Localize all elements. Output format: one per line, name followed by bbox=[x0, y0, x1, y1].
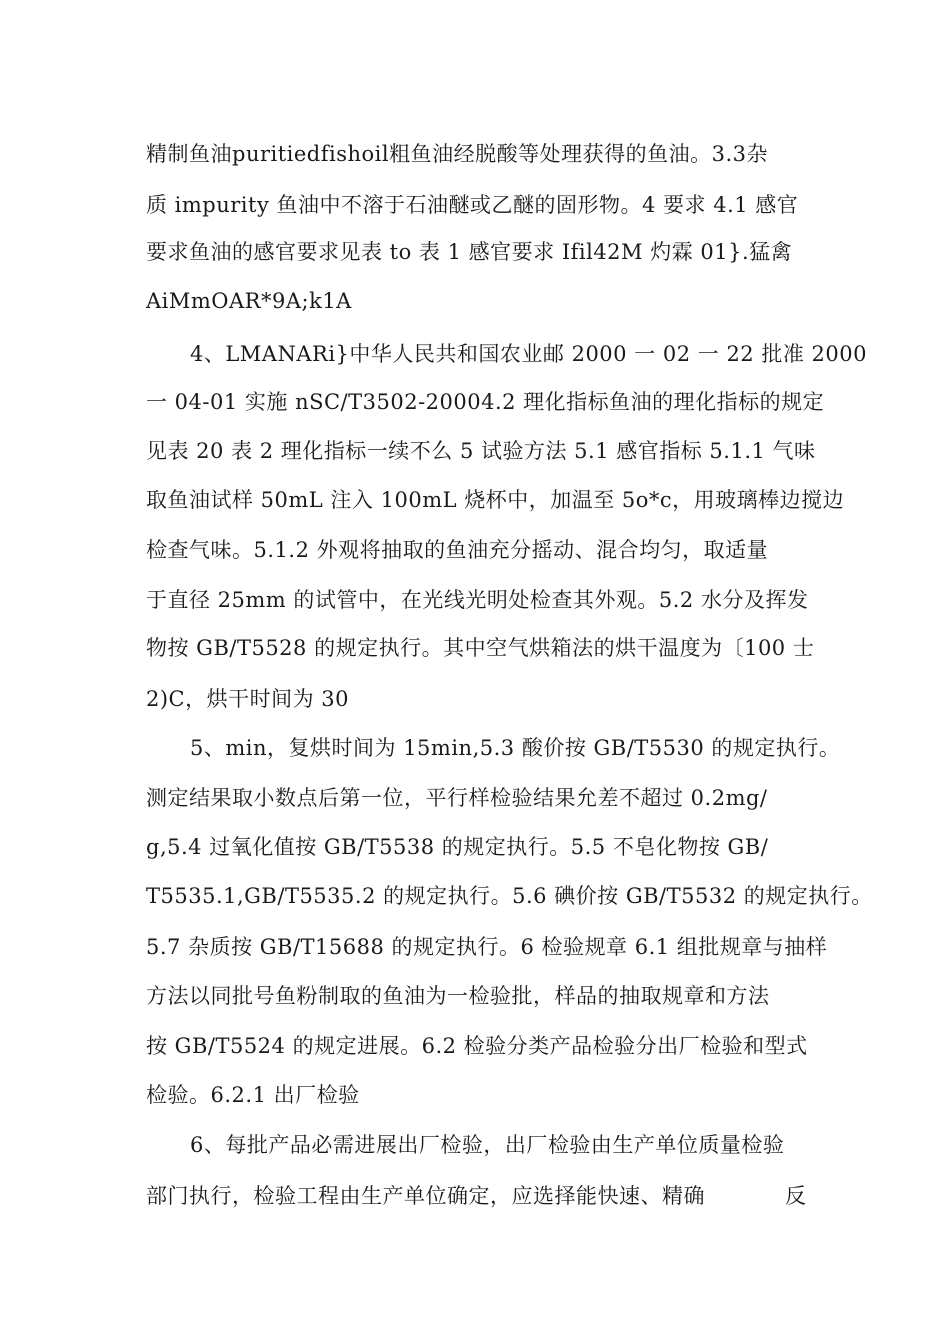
text-line: 于直径 25mm 的试管中，在光线光明处检查其外观。5.2 水分及挥发 bbox=[146, 588, 809, 612]
text-line: 按 GB/T5524 的规定进展。6.2 检验分类产品检验分出厂检验和型式 bbox=[146, 1034, 808, 1058]
trailing-character: 反 bbox=[785, 1184, 806, 1208]
text-line: 2)C，烘干时间为 30 bbox=[146, 687, 350, 711]
text-line: 部门执行，检验工程由生产单位确定，应选择能快速、精确 bbox=[146, 1184, 705, 1208]
text-line: 5、min，复烘时间为 15min,5.3 酸价按 GB/T5530 的规定执行。 bbox=[190, 736, 841, 760]
text-line: 检验。6.2.1 出厂检验 bbox=[146, 1083, 360, 1107]
text-line: 取鱼油试样 50mL 注入 100mL 烧杯中，加温至 5o*c，用玻璃棒边搅边 bbox=[146, 488, 845, 512]
text-line: 检查气味。5.1.2 外观将抽取的鱼油充分摇动、混合均匀，取适量 bbox=[146, 538, 769, 562]
text-line: 6、每批产品必需进展出厂检验，出厂检验由生产单位质量检验 bbox=[190, 1133, 785, 1157]
text-line: g,5.4 过氧化值按 GB/T5538 的规定执行。5.5 不皂化物按 GB/ bbox=[146, 835, 769, 859]
text-line: 4、LMANARi}中华人民共和国农业邮 2000 一 02 一 22 批准 2000 bbox=[190, 342, 867, 366]
text-line: 精制鱼油puritiedfishoil粗鱼油经脱酸等处理获得的鱼油。3.3杂 bbox=[146, 142, 769, 166]
text-line: 测定结果取小数点后第一位，平行样检验结果允差不超过 0.2mg/ bbox=[146, 786, 768, 810]
text-line: AiMmOAR*9A;k1A bbox=[146, 289, 352, 313]
text-line: 5.7 杂质按 GB/T15688 的规定执行。6 检验规章 6.1 组批规章与抽样 bbox=[146, 935, 828, 959]
text-line: 见表 20 表 2 理化指标一续不么 5 试验方法 5.1 感官指标 5.1.1 气味 bbox=[146, 439, 816, 463]
text-line: 质 impurity 鱼油中不溶于石油醚或乙醚的固形物。4 要求 4.1 感官 bbox=[146, 193, 799, 217]
text-line: 一 04-01 实施 nSC/T3502-20004.2 理化指标鱼油的理化指标的规定 bbox=[146, 390, 825, 414]
text-line: 要求鱼油的感官要求见表 to 表 1 感官要求 Ifil42M 灼霖 01}.猛禽 bbox=[146, 240, 793, 264]
text-line: 物按 GB/T5528 的规定执行。其中空气烘箱法的烘干温度为〔100 士 bbox=[146, 636, 815, 660]
text-line: T5535.1,GB/T5535.2 的规定执行。5.6 碘价按 GB/T5532 的规定执行。 bbox=[146, 884, 873, 908]
text-line: 方法以同批号鱼粉制取的鱼油为一检验批，样品的抽取规章和方法 bbox=[146, 984, 770, 1008]
